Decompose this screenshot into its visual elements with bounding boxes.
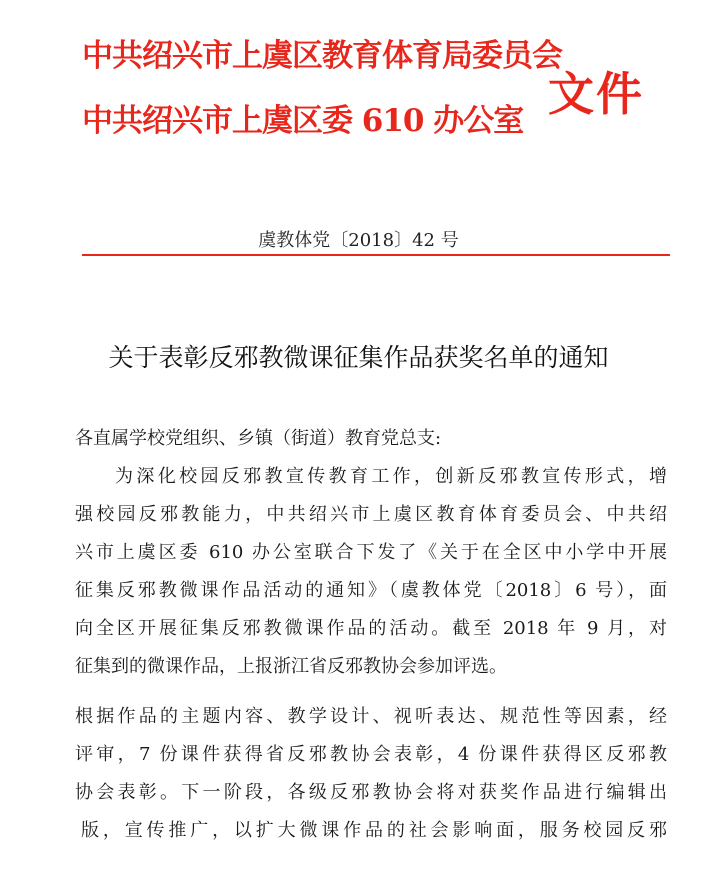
paragraph-2-line: 评审，7 份课件获得省反邪教协会表彰，4 份课件获得区反邪教: [75, 744, 667, 765]
paragraph-2: [75, 698, 667, 850]
document-type-label: 文件: [548, 67, 644, 121]
document-number: 虞教体党〔2018〕42 号: [258, 230, 459, 251]
issuer-line-2: 中共绍兴市上虞区委 610 办公室: [82, 103, 524, 139]
paragraph-1-line: 兴市上虞区委 610 办公室联合下发了《关于在全区中小学中开展: [75, 542, 667, 563]
paragraph-2-line: 版，宣传推广，以扩大微课作品的社会影响面，服务校园反邪: [81, 820, 667, 841]
salutation-text: 各直属学校党组织、乡镇（街道）教育党总支:: [75, 428, 442, 449]
paragraph-1-line: 为深化校园反邪教宣传教育工作，创新反邪教宣传形式，增: [115, 466, 667, 487]
paragraph-1: [75, 458, 667, 686]
paragraph-1-line: 征集反邪教微课作品活动的通知》（虞教体党〔2018〕6 号），面: [75, 580, 667, 601]
paragraph-1-line: 征集到的微课作品，上报浙江省反邪教协会参加评选。: [75, 656, 507, 677]
issuer-line-1: 中共绍兴市上虞区教育体育局委员会: [82, 38, 562, 74]
paragraph-1-line: 强校园反邪教能力，中共绍兴市上虞区教育体育委员会、中共绍: [75, 504, 667, 525]
document-title: 关于表彰反邪教微课征集作品获奖名单的通知: [108, 343, 609, 372]
salutation: [75, 420, 667, 458]
paragraph-2-line: 协会表彰。下一阶段，各级反邪教协会将对获奖作品进行编辑出: [75, 782, 667, 803]
paragraph-1-line: 向全区开展征集反邪教微课作品的活动。截至 2018 年 9 月，对: [75, 618, 667, 639]
paragraph-2-line: 根据作品的主题内容、教学设计、视听表达、规范性等因素，经: [75, 706, 667, 727]
red-divider-line: [82, 254, 670, 256]
